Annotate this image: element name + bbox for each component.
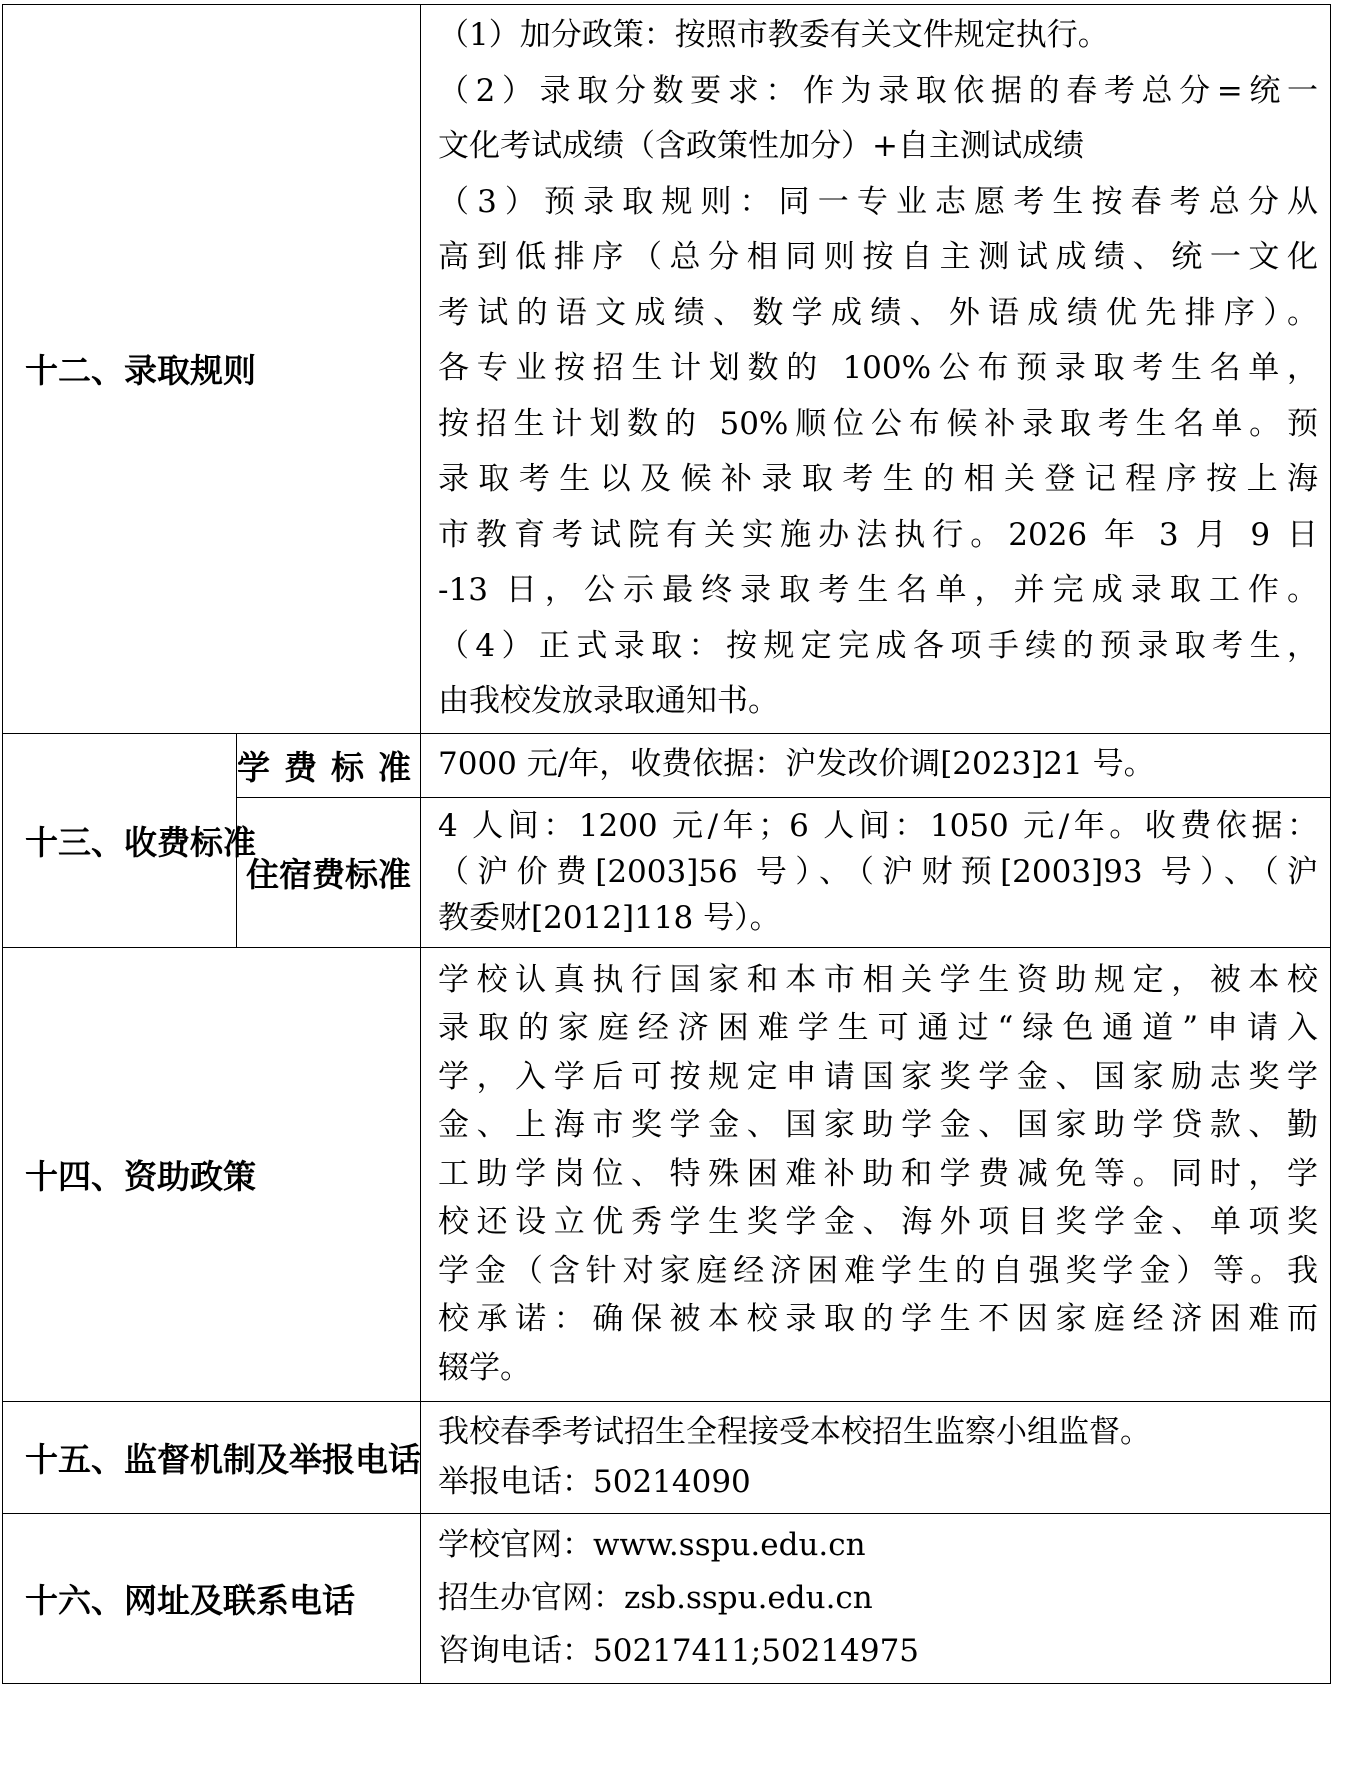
text-line: 辍学。	[438, 1349, 531, 1386]
tuition-content	[421, 733, 1331, 797]
row-fees-tuition	[3, 733, 1331, 797]
row-financial-aid	[3, 947, 1331, 1401]
text-line: 金、上海市奖学金、国家助学金、国家助学贷款、勤	[438, 1107, 1318, 1144]
text-line: 高到低排序（总分相同则按自主测试成绩、统一文化	[438, 239, 1318, 275]
text-line: 4 人间：1200 元/年；6 人间：1050 元/年。收费依据：	[438, 808, 1318, 844]
text-line: 按招生计划数的 50%顺位公布候补录取考生名单。预	[438, 405, 1318, 442]
text-line: 各专业按招生计划数的 100%公布预录取考生名单，	[438, 350, 1318, 386]
text-line: 学，入学后可按规定申请国家奖学金、国家励志奖学	[438, 1058, 1318, 1095]
text-line: （3）预录取规则：同一专业志愿考生按春考总分从	[438, 183, 1318, 220]
row-supervision	[3, 1401, 1331, 1513]
row-label-admission-rules: 十二、录取规则	[3, 5, 421, 734]
text-line: 我校春季考试招生全程接受本校招生监察小组监督。	[438, 1414, 1151, 1450]
financial-aid-content	[421, 947, 1331, 1401]
supervision-content	[421, 1401, 1331, 1513]
text-line: 校承诺：确保被本校录取的学生不因家庭经济困难而	[438, 1301, 1318, 1338]
sublabel-tuition: 学费标准	[237, 733, 421, 797]
contact-content	[421, 1513, 1331, 1683]
text-line: 举报电话：50214090	[438, 1464, 751, 1500]
text-line: （沪价费[2003]56 号）、（沪财预[2003]93 号）、（沪	[438, 854, 1318, 890]
text-line: 校还设立优秀学生奖学金、海外项目奖学金、单项奖	[438, 1204, 1318, 1241]
text-line: 录取考生以及候补录取考生的相关登记程序按上海	[438, 461, 1318, 497]
text-line: 工助学岗位、特殊困难补助和学费减免等。同时，学	[438, 1155, 1318, 1192]
row-label-contact: 十六、网址及联系电话	[3, 1513, 421, 1683]
text-line: （2）录取分数要求：作为录取依据的春考总分=统一	[438, 72, 1318, 109]
text-line: （1）加分政策：按照市教委有关文件规定执行。	[438, 17, 1109, 53]
text-line: 学校认真执行国家和本市相关学生资助规定，被本校	[438, 961, 1318, 998]
row-label-fees: 十三、收费标准	[3, 733, 237, 947]
text-line: 教委财[2012]118 号）。	[438, 900, 781, 936]
admission-policy-table	[2, 4, 1331, 1684]
text-line: 市教育考试院有关实施办法执行。2026 年 3 月 9 日	[438, 516, 1318, 553]
text-line: 学金（含针对家庭经济困难学生的自强奖学金）等。我	[438, 1252, 1318, 1289]
admission-rules-content	[421, 5, 1331, 734]
text-line: 7000 元/年，收费依据：沪发改价调[2023]21 号。	[438, 746, 1155, 783]
row-label-supervision: 十五、监督机制及举报电话	[3, 1401, 421, 1513]
admissions-website-line: 招生办官网：zsb.sspu.edu.cn	[438, 1579, 873, 1616]
website-line: 学校官网：www.sspu.edu.cn	[438, 1526, 866, 1563]
text-line: -13 日，公示最终录取考生名单，并完成录取工作。	[438, 572, 1318, 608]
text-line: 文化考试成绩（含政策性加分）+自主测试成绩	[438, 128, 1084, 164]
row-label-financial-aid: 十四、资助政策	[3, 947, 421, 1401]
accommodation-content	[421, 797, 1331, 947]
phone-line: 咨询电话：50217411;50214975	[438, 1632, 920, 1669]
row-admission-rules	[3, 5, 1331, 734]
text-line: 由我校发放录取通知书。	[438, 683, 779, 719]
sublabel-accommodation: 住宿费标准	[237, 797, 421, 947]
text-line: 考试的语文成绩、数学成绩、外语成绩优先排序）。	[438, 294, 1318, 331]
row-contact	[3, 1513, 1331, 1683]
text-line: （4）正式录取：按规定完成各项手续的预录取考生，	[438, 627, 1318, 664]
text-line: 录取的家庭经济困难学生可通过“绿色通道”申请入	[438, 1010, 1318, 1047]
